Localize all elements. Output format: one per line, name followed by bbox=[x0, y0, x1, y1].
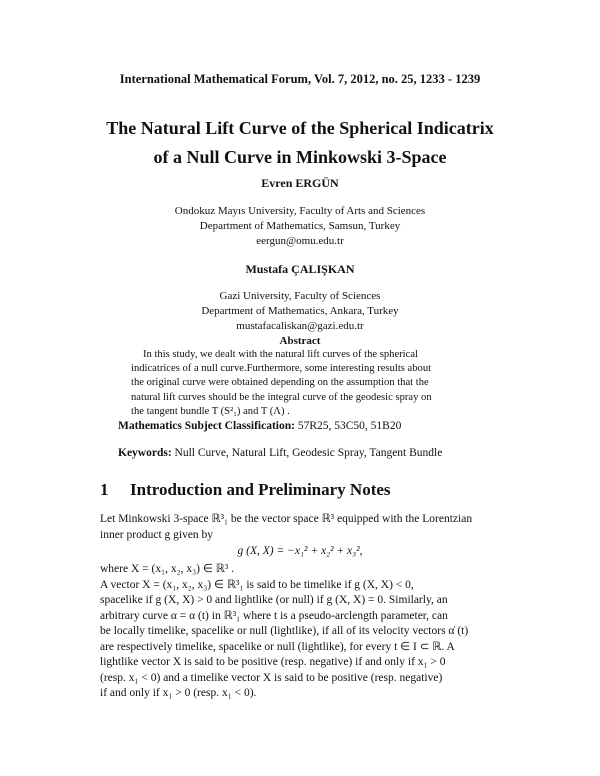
abstract-line: indicatrices of a null curve.Furthermore, some interesting results about bbox=[131, 363, 432, 375]
section-number: 1 bbox=[100, 480, 109, 499]
author-2-email: mustafacaliskan@gazi.edu.tr bbox=[236, 320, 364, 332]
author-2-affiliation bbox=[0, 289, 600, 334]
intro-paragraph bbox=[100, 512, 500, 543]
body-line: A vector X = (x₁, x₂, x₃) ∈ ℝ³₁ is said to be timelike if g (X, X) < 0, bbox=[100, 578, 414, 591]
msc-value: 57R25, 53C50, 51B20 bbox=[297, 420, 402, 432]
msc-line bbox=[118, 420, 401, 432]
affiliation-line: Ondokuz Mayıs University, Faculty of Arts and Sciences bbox=[174, 205, 426, 217]
affiliation-line: Gazi University, Faculty of Sciences bbox=[219, 290, 381, 302]
affiliation-line: Department of Mathematics, Ankara, Turkey bbox=[201, 305, 399, 317]
title-line-2: of a Null Curve in Minkowski 3-Space bbox=[153, 147, 447, 167]
keywords-label: Keywords: bbox=[118, 447, 172, 459]
section-heading bbox=[100, 480, 391, 500]
body-line: if and only if x₁ > 0 (resp. x₁ < 0). bbox=[100, 687, 257, 699]
body-line: are respectively timelike, spacelike or null (lightlike), for every t ∈ I ⊂ ℝ. A bbox=[100, 640, 455, 653]
section-title: Introduction and Preliminary Notes bbox=[130, 480, 391, 499]
abstract-line: the original curve were obtained depending on the assumption that the bbox=[131, 377, 429, 389]
author-1-name: Evren ERGÜN bbox=[261, 176, 339, 190]
abstract-line: In this study, we dealt with the natural lift curves of the spherical bbox=[143, 349, 418, 360]
abstract-line: the tangent bundle T (S²₁) and T (Λ) . bbox=[131, 405, 290, 417]
affiliation-line: Department of Mathematics, Samsun, Turkey bbox=[199, 220, 401, 232]
author-1-affiliation bbox=[0, 204, 600, 249]
abstract-body bbox=[131, 348, 471, 419]
abstract-heading: Abstract bbox=[279, 335, 321, 347]
author-2-name: Mustafa ÇALIŞKAN bbox=[245, 262, 355, 276]
paper-title bbox=[0, 114, 600, 172]
abstract-line: natural lift curves should be the integral curve of the geodesic spray on bbox=[131, 391, 432, 403]
body-line: lightlike vector X is said to be positive (resp. negative) if and only if x₁ > 0 bbox=[100, 656, 446, 668]
body-line: (resp. x₁ < 0) and a timelike vector X is said to be positive (resp. negative) bbox=[100, 671, 443, 684]
keywords-line bbox=[118, 447, 442, 459]
body-line: arbitrary curve α = α (t) in ℝ³₁ where t is a pseudo-arclength parameter, can bbox=[100, 609, 448, 622]
body-line: inner product g given by bbox=[100, 528, 214, 541]
body-line: Let Minkowski 3-space ℝ³₁ be the vector space ℝ³ equipped with the Lorentzian bbox=[100, 513, 473, 525]
body-line: spacelike if g (X, X) > 0 and lightlike (or null) if g (X, X) = 0. Similarly, an bbox=[100, 594, 448, 606]
body-line: where X = (x₁, x₂, x₃) ∈ ℝ³ . bbox=[100, 563, 235, 575]
definitions-paragraph bbox=[100, 562, 500, 702]
author-1-email: eergun@omu.edu.tr bbox=[256, 235, 344, 247]
journal-header: International Mathematical Forum, Vol. 7, 2012, no. 25, 1233 - 1239 bbox=[119, 72, 481, 86]
msc-label: Mathematics Subject Classification: bbox=[118, 420, 295, 432]
keywords-value: Null Curve, Natural Lift, Geodesic Spray, Tangent Bundle bbox=[174, 447, 443, 459]
body-line: be locally timelike, spacelike or null (lightlike), if all of its velocity vectors α̇ (t) bbox=[100, 625, 469, 637]
equation: g (X, X) = −x₁² + x₂² + x₃², bbox=[237, 545, 363, 557]
title-line-1: The Natural Lift Curve of the Spherical Indicatrix bbox=[106, 118, 494, 138]
